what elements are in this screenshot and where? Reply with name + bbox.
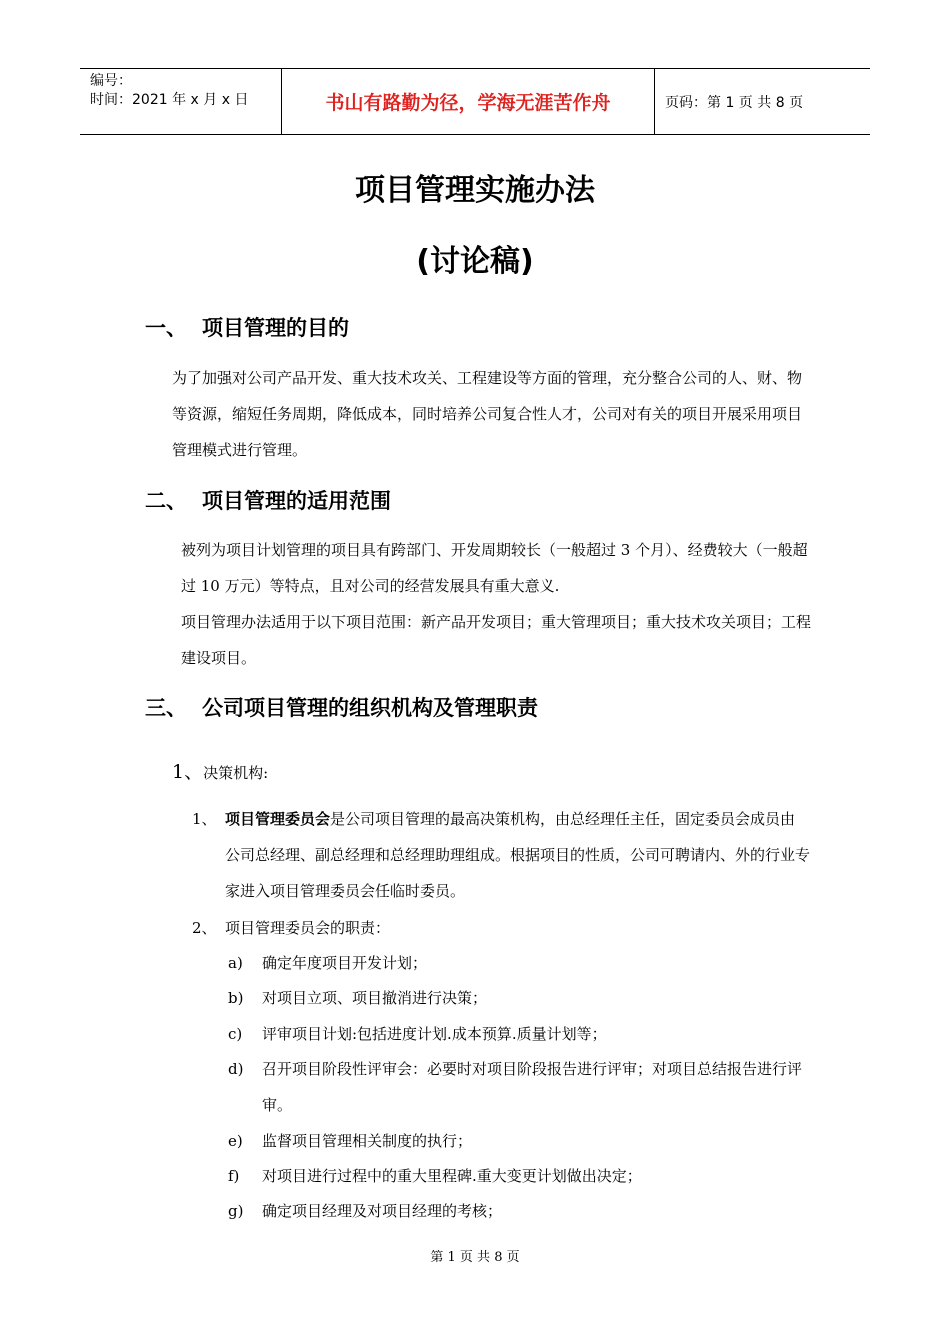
subsection-label: 决策机构:: [203, 764, 269, 782]
section-number: 三、: [145, 696, 187, 720]
duty-letter: g): [228, 1202, 244, 1220]
motto: 书山有路勤为径，学海无涯苦作舟: [281, 69, 655, 134]
list-number: 2、: [192, 919, 217, 937]
header-table: [80, 68, 870, 135]
duty-text: 监督项目管理相关制度的执行；: [262, 1132, 473, 1150]
duty-text: 确定项目经理及对项目经理的考核；: [262, 1202, 503, 1220]
page-footer: 第 1 页 共 8 页: [430, 1250, 520, 1265]
list-text: [225, 801, 810, 909]
paragraph-scope-2: 项目管理办法适用于以下项目范围：新产品开发项目；重大管理项目；重大技术攻关项目；工程建设项目。: [181, 613, 812, 667]
committee-description: 是公司项目管理的最高决策机构，由总经理任主任，固定委员会成员由公司总经理、副总经理和总经理助理组成。根据项目的性质，公司可聘请内、外的行业专家进入项目管理委员会任临时委员。: [225, 810, 811, 900]
section-title: 项目管理的目的: [202, 316, 349, 340]
section-heading-1: [145, 312, 349, 342]
list-number: 1、: [192, 810, 217, 828]
list-text: 项目管理委员会的职责：: [225, 919, 391, 937]
paragraph-scope-1: 被列为项目计划管理的项目具有跨部门、开发周期较长（一般超过 3 个月）、经费较大（一般超过 10 万元）等特点，且对公司的经营发展具有重大意义.: [181, 541, 808, 595]
paragraph-purpose: 为了加强对公司产品开发、重大技术攻关、工程建设等方面的管理，充分整合公司的人、财、物等资源，缩短任务周期，降低成本，同时培养公司复合性人才，公司对有关的项目开展采用项目管理模式进行管理。: [172, 369, 803, 459]
duty-letter: c): [228, 1025, 243, 1043]
duty-letter: e): [228, 1132, 243, 1150]
duty-letter: d): [228, 1060, 244, 1078]
section-heading-3: [145, 692, 538, 722]
duty-text: 对项目立项、项目撤消进行决策；: [262, 989, 488, 1007]
subsection-decision-body: [172, 757, 268, 784]
section-title: 项目管理的适用范围: [202, 489, 391, 513]
section-title: 公司项目管理的组织机构及管理职责: [202, 696, 538, 720]
duty-letter: f): [228, 1167, 240, 1185]
section-number: 二、: [145, 489, 187, 513]
page-label: 页码：第 1 页 共 8 页: [665, 94, 804, 111]
committee-term: 项目管理委员会: [225, 810, 331, 828]
duty-text: 对项目进行过程中的重大里程碑.重大变更计划做出决定；: [262, 1167, 642, 1185]
section-heading-2: [145, 485, 391, 515]
duty-text: 评审项目计划:包括进度计划.成本预算.质量计划等；: [262, 1025, 607, 1043]
duty-text: 召开项目阶段性评审会：必要时对项目阶段报告进行评审；对项目总结报告进行评审。: [262, 1060, 803, 1114]
document-title: 项目管理实施办法: [355, 173, 595, 208]
time-label: 时间：2021 年 x 月 x 日: [90, 92, 249, 108]
number-label: 编号：: [90, 73, 132, 89]
document-subtitle: (讨论稿): [416, 244, 534, 279]
header-left-cell: [80, 69, 281, 134]
duty-letter: a): [228, 954, 243, 972]
duty-text: 确定年度项目开发计划；: [262, 954, 428, 972]
section-number: 一、: [145, 316, 187, 340]
duty-letter: b): [228, 989, 244, 1007]
subsection-number: 1、: [172, 761, 204, 783]
